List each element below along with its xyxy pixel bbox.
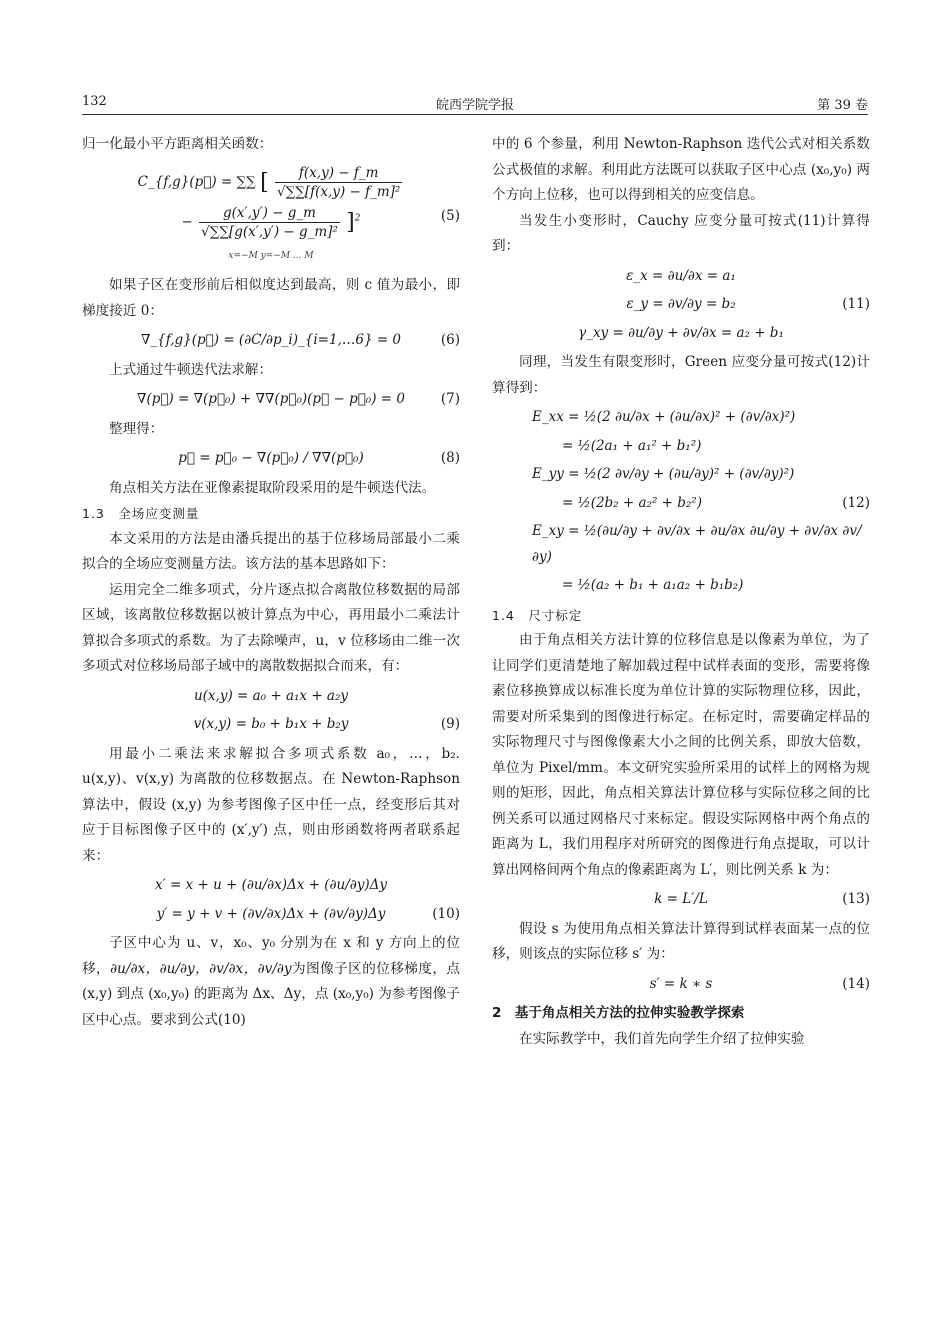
eq8-text: p⃗ = p⃗₀ − ∇(p⃗₀) / ∇∇(p⃗₀) (178, 450, 364, 466)
intro-text: 归一化最小平方距离相关函数： (82, 136, 273, 152)
equation-9 (82, 684, 460, 738)
equation-5: C_{f,g}(p⃗) = ∑∑ [ $\frac{f(x,y) - f\_m}{\text{√∑∑[f(x,y) − f\_m]²}}$ − $\frac{g(x',y') - g\_m}{\text{√∑∑[g(x′,y′) − g\_m]²}}$ ]$^2$ (5) x=−M y=−M ... M (82, 164, 460, 270)
section-2-heading: 2 基于角点相关方法的拉伸实验教学探索 (492, 1005, 745, 1021)
eq14-number: (14) (842, 975, 870, 992)
equation-14 (492, 972, 870, 998)
eq7-number: (7) (440, 391, 460, 407)
para-after-eq10-b: 为图像子区的位移梯度，点 (x,y) 到点 (x₀,y₀) 的距离为 Δx、Δy，点 (x₀,y₀) 为参考图像子区中心点。要求到公式(10) (82, 960, 461, 1028)
eq5-number: (5) (440, 207, 460, 224)
eq13-number: (13) (842, 891, 870, 907)
para-1-4: 由于角点相关方法计算的位移信息是以像素为单位，为了让同学们更清楚地了解加载过程中试样表面的变形，需要将像素位移换算成以标准长度为单位计算的实际物理位移，因此，需要对所采集到的图像进行标定。在标定时，需要确定样品的实际物理尺寸与图像像素大小之间的比例关系，即放大倍数，单位为 Pixel/mm。本文研究实验所采用的试样上的网格为规则的矩形，因此，角点相关算法计算位移与实际位移之间的比例关系可以通过网格尺寸来标定。假设实际网格中两个角点的距离为 L，我们用程序对所研究的图像进行角点提取，可以计算出网格间两个角点的像素距离为 L′，则比例关系 k 为： (492, 632, 870, 878)
para-s: 假设 s 为使用角点相关算法计算得到试样表面某一点的位移，则该点的实际位移 s′ 为： (492, 920, 870, 962)
para-final: 在实际教学中，我们首先向学生介绍了拉伸实验 (519, 1030, 805, 1047)
equation-6 (82, 328, 460, 354)
eq11-number: (11) (842, 296, 870, 312)
para-after-eq9: 用最小二乘法来求解拟合多项式系数 a₀，…，b₂. u(x,y)、v(x,y) 为离散的位移数据点。在 Newton-Raphson 算法中，假设 (x,y) 为参考图像子区中任一点，经变形后其对应于目标图像子区中的 (x′,y′) 点，则由形函数将两者联系起来： (82, 745, 460, 864)
eq5-fraction-2 (199, 204, 340, 241)
eq5-num1: f(x,y) − f_m (298, 164, 379, 181)
eq5-num2: g(x′,y′) − g_m (223, 204, 316, 221)
eq9-number: (9) (440, 716, 460, 732)
para-after-eq10-partials: ∂u/∂x，∂u/∂y，∂v/∂x，∂v/∂y (110, 960, 292, 977)
equation-7 (82, 387, 460, 413)
eq10-line-2: y′ = y + v + (∂v/∂x)Δx + (∂v/∂y)Δy (156, 905, 386, 922)
para-1-3-a: 本文采用的方法是由潘兵提出的基于位移场局部最小二乘拟合的全场应变测量方法。该方法的基本思路如下： (82, 530, 460, 572)
section-1-3-heading: 1.3 全场应变测量 (82, 506, 200, 521)
equation-10 (82, 873, 460, 927)
eq12-line-4: = ½(2b₂ + a₂² + b₂²) (562, 494, 702, 511)
para-arrange: 整理得： (109, 420, 164, 437)
para-continued: 中的 6 个参量，利用 Newton-Raphson 迭代公式对相关系数公式极值的求解。利用此方法既可以获取子区中心点 (x₀,y₀) 两个方向上位移，也可以得到相关的应变信息。 (492, 136, 870, 203)
eq8-number: (8) (440, 450, 460, 466)
eq12-line-3: E_yy = ½(2 ∂v/∂y + (∂u/∂y)² + (∂v/∂y)²) (532, 466, 795, 482)
volume-label: 第 39 卷 (817, 98, 868, 113)
eq12-line-1: E_xx = ½(2 ∂u/∂x + (∂u/∂x)² + (∂v/∂x)²) (532, 409, 796, 425)
eq11-line-2: ε_y = ∂v/∂y = b₂ (626, 296, 736, 312)
page-number: 132 (82, 94, 107, 109)
equation-12 (492, 405, 870, 599)
para-after-eq5: 如果子区在变形前后相似度达到最高，则 c 值为最小，即梯度接近 0： (82, 277, 460, 319)
eq11-line-1: ε_x = ∂u/∂x = a₁ (626, 267, 736, 284)
equation-13 (492, 887, 870, 913)
para-after-eq8: 角点相关方法在亚像素提取阶段采用的是牛顿迭代法。 (109, 479, 436, 496)
para-newton: 上式通过牛顿迭代法求解： (109, 361, 273, 378)
eq5-fraction-1 (275, 164, 402, 201)
eq6-number: (6) (440, 332, 460, 348)
eq10-number: (10) (432, 905, 460, 922)
eq12-number: (12) (842, 494, 870, 511)
page-header (82, 92, 868, 115)
eq13-text: k = L′/L (654, 891, 708, 907)
section-1-4-heading: 1.4 尺寸标定 (492, 607, 583, 623)
para-after-eq10-a: 子区中心为 u、v，x₀、y₀ 分别为在 x 和 y 方向上的位移， (82, 935, 460, 977)
equation-11 (492, 264, 870, 347)
eq9-line-2: v(x,y) = b₀ + b₁x + b₂y (193, 716, 349, 732)
eq5-lhs: C_{f,g}(p⃗) = ∑∑ (137, 173, 256, 190)
right-column (492, 132, 870, 1052)
eq12-line-2: = ½(2a₁ + a₁² + b₁²) (562, 437, 702, 454)
para-cauchy: 当发生小变形时，Cauchy 应变分量可按式(11)计算得到： (492, 212, 870, 254)
para-after-eq10 (82, 931, 460, 1033)
eq10-line-1: x′ = x + u + (∂u/∂x)Δx + (∂u/∂y)Δy (154, 877, 388, 893)
eq5-sum-range: x=−M y=−M ... M (228, 250, 314, 261)
eq12-line-6: = ½(a₂ + b₁ + a₁a₂ + b₁b₂) (562, 577, 744, 593)
eq5-den2: √∑∑[g(x′,y′) − g_m]² (201, 223, 338, 240)
equation-8 (82, 446, 460, 472)
eq5-den1: √∑∑[f(x,y) − f_m]² (277, 183, 401, 200)
eq11-line-3: γ_xy = ∂u/∂y + ∂v/∂x = a₂ + b₁ (578, 324, 784, 341)
para-green: 同理，当发生有限变形时，Green 应变分量可按式(12)计算得到： (492, 354, 870, 396)
journal-title: 皖西学院学报 (435, 98, 514, 113)
eq7-text: ∇(p⃗) = ∇(p⃗₀) + ∇∇(p⃗₀)(p⃗ − p⃗₀) = 0 (137, 391, 405, 407)
para-1-3-b: 运用完全二维多项式，分片逐点拟合离散位移数据的局部区域，该离散位移数据以被计算点为中心，再用最小二乘法计算拟合多项式的系数。为了去除噪声，u，v 位移场由二维一次多项式对位移场局部子域中的离散数据拟合而来，有： (82, 581, 460, 674)
eq9-line-1: u(x,y) = a₀ + a₁x + a₂y (193, 687, 349, 704)
eq6-text: ∇_{f,g}(p⃗) = (∂C/∂p_i)_{i=1,…6} = 0 (140, 332, 402, 348)
eq12-line-5: E_xy = ½(∂u/∂y + ∂v/∂x + ∂u/∂x ∂u/∂y + ∂v/∂x ∂v/∂y) (532, 523, 862, 565)
left-column (82, 132, 460, 1033)
eq14-text: s′ = k ∗ s (649, 975, 713, 992)
